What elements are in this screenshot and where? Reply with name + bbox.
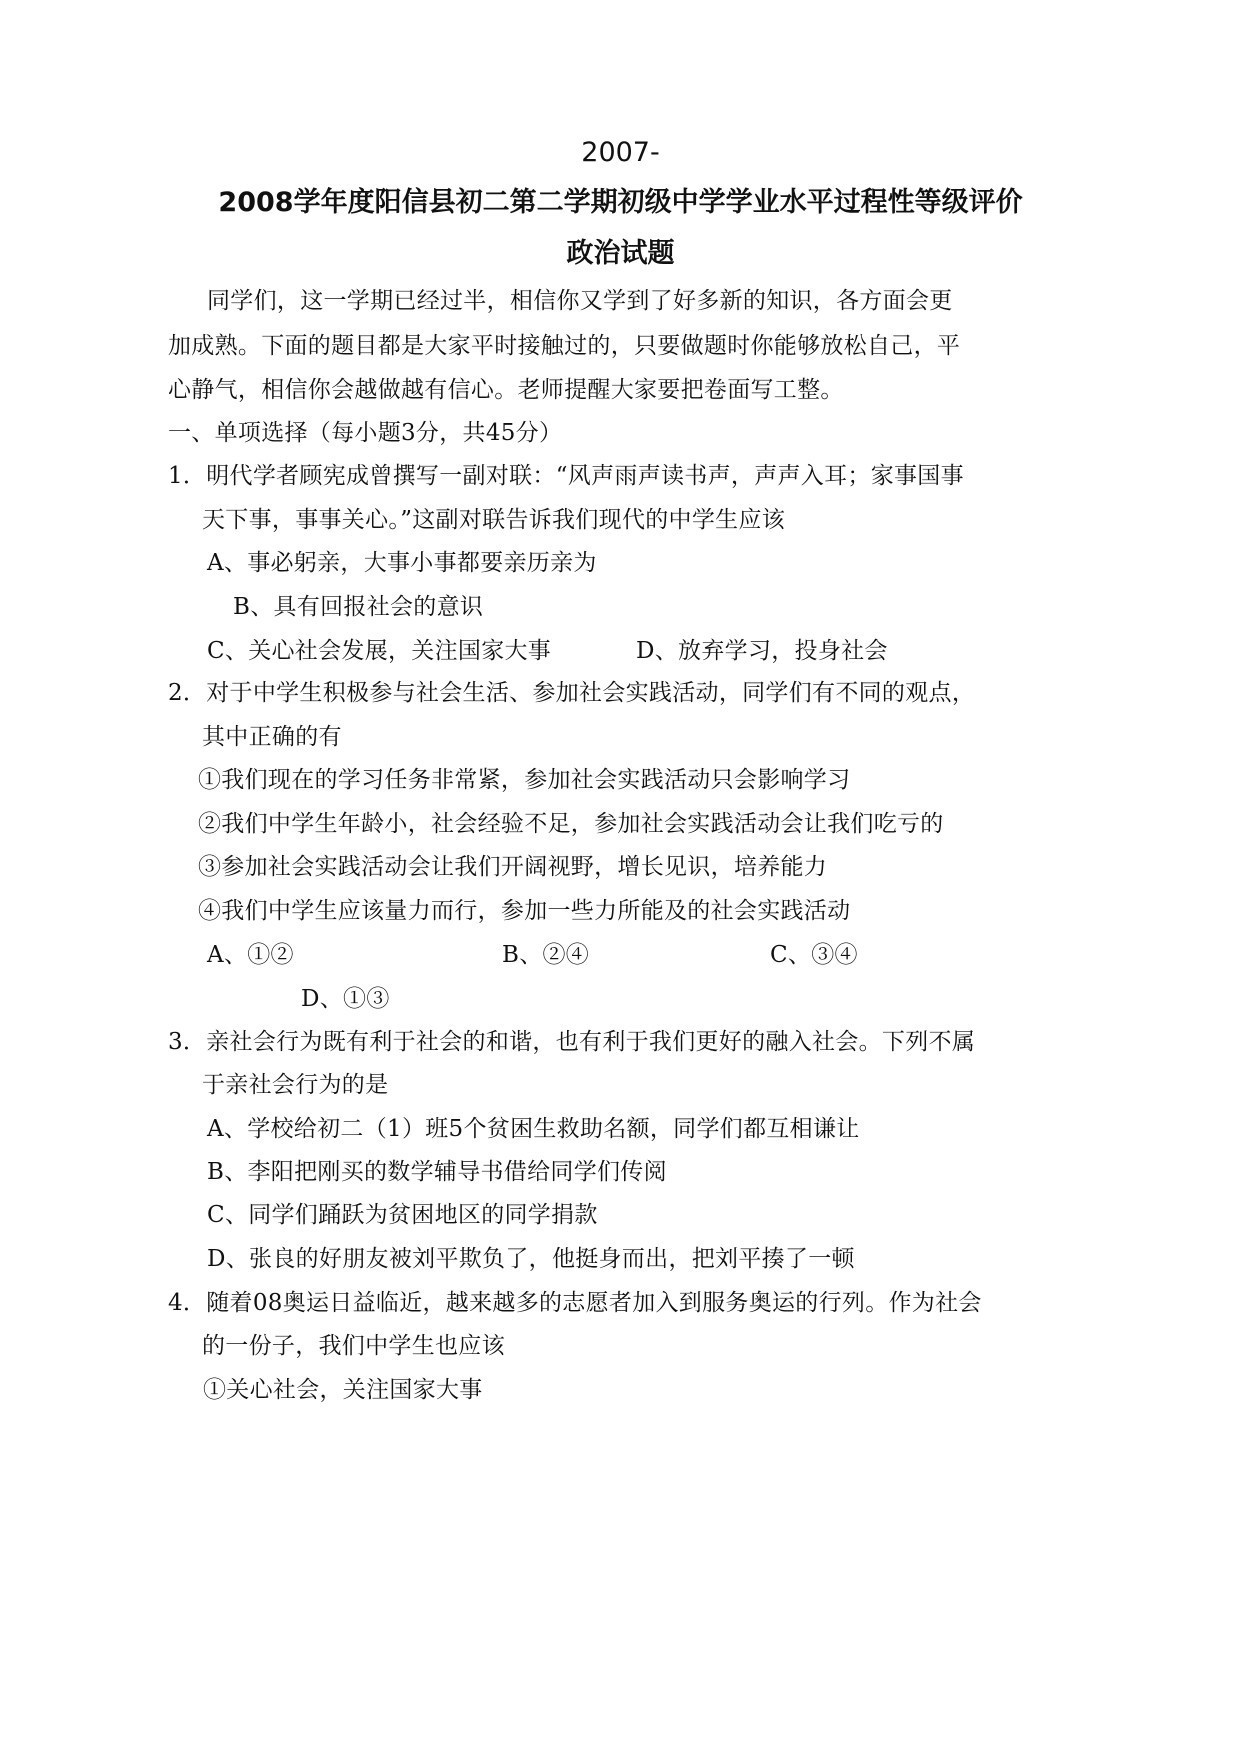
question-4-stem: 4．随着08奥运日益临近，越来越多的志愿者加入到服务奥运的行列。作为社会: [168, 1290, 982, 1316]
title-line-1: 2007-: [581, 137, 660, 168]
question-2-stem: 2．对于中学生积极参与社会生活、参加社会实践活动，同学们有不同的观点，: [168, 680, 976, 706]
question-3-stem: 3．亲社会行为既有利于社会的和谐，也有利于我们更好的融入社会。下列不属: [168, 1029, 976, 1055]
question-2-statement-4: ④我们中学生应该量力而行，参加一些力所能及的社会实践活动: [198, 898, 851, 924]
question-1-stem-cont: 天下事，事事关心。”这副对联告诉我们现代的中学生应该: [202, 507, 786, 533]
question-2-statement-2: ②我们中学生年龄小，社会经验不足，参加社会实践活动会让我们吃亏的: [198, 811, 944, 837]
question-3-stem-cont: 于亲社会行为的是: [202, 1072, 389, 1098]
question-2-option-b: B、②④: [502, 942, 590, 968]
question-3-option-a: A、学校给初二（1）班5个贫困生救助名额，同学们都互相谦让: [207, 1116, 860, 1142]
question-3-option-b: B、李阳把刚买的数学辅导书借给同学们传阅: [207, 1159, 667, 1185]
question-4-statement-1: ①关心社会，关注国家大事: [203, 1377, 483, 1403]
intro-line-3: 心静气，相信你会越做越有信心。老师提醒大家要把卷面写工整。: [168, 377, 844, 403]
intro-line-2: 加成熟。下面的题目都是大家平时接触过的，只要做题时你能够放松自己，平: [168, 333, 961, 359]
title-line-3: 政治试题: [566, 238, 675, 269]
question-2-option-d: D、①③: [301, 986, 390, 1012]
question-3-option-d: D、张良的好朋友被刘平欺负了，他挺身而出，把刘平揍了一顿: [207, 1246, 855, 1272]
question-4-stem-cont: 的一份子，我们中学生也应该: [202, 1333, 505, 1359]
question-2-option-a: A、①②: [207, 942, 294, 968]
question-3-option-c: C、同学们踊跃为贫困地区的同学捐款: [207, 1202, 598, 1228]
question-1-option-a: A、事必躬亲，大事小事都要亲历亲为: [207, 550, 597, 576]
section-heading: 一、单项选择（每小题3分，共45分）: [168, 420, 563, 446]
question-2-statement-1: ①我们现在的学习任务非常紧，参加社会实践活动只会影响学习: [198, 767, 851, 793]
question-1-option-b: B、具有回报社会的意识: [233, 594, 484, 620]
question-2-option-c: C、③④: [770, 942, 858, 968]
question-1-option-c: C、关心社会发展，关注国家大事: [207, 638, 552, 664]
question-2-statement-3: ③参加社会实践活动会让我们开阔视野，增长见识，培养能力: [198, 854, 828, 880]
question-2-stem-cont: 其中正确的有: [202, 724, 342, 750]
question-1-option-d: D、放弃学习，投身社会: [636, 638, 888, 664]
title-line-2: 2008学年度阳信县初二第二学期初级中学学业水平过程性等级评价: [218, 187, 1023, 218]
question-1-stem: 1．明代学者顾宪成曾撰写一副对联：“风声雨声读书声，声声入耳；家事国事: [168, 463, 964, 489]
intro-line-1: 同学们，这一学期已经过半，相信你又学到了好多新的知识，各方面会更: [207, 288, 953, 314]
